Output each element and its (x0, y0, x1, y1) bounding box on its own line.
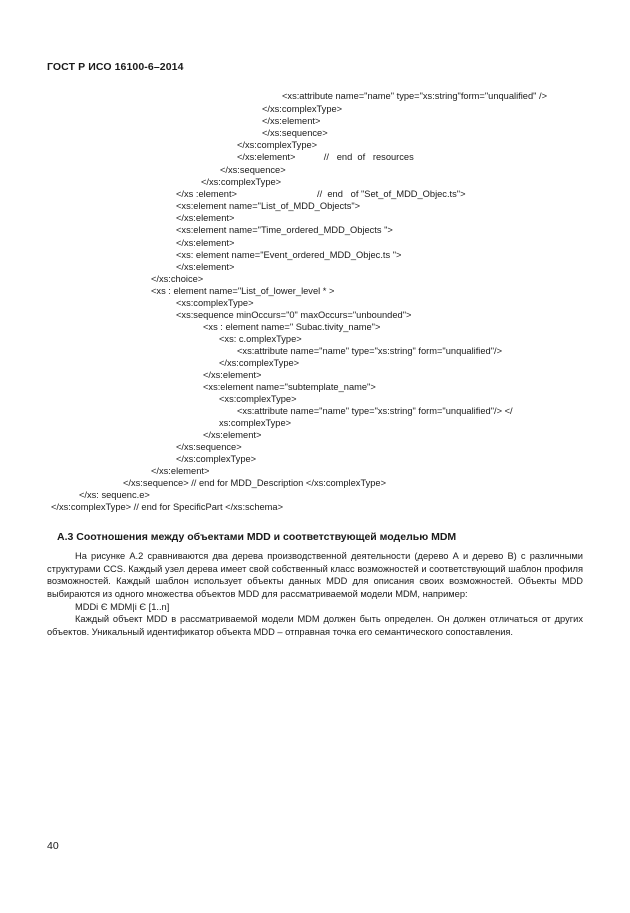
code-line: xs:complexType> (219, 418, 292, 428)
code-line: </xs:element> // end of resources (237, 152, 414, 162)
code-line: </xs:complexType> (201, 177, 282, 187)
code-line: <xs:attribute name="name" type="xs:string" form="unqualified"/> (237, 346, 503, 356)
code-line: <xs:complexType> (219, 394, 297, 404)
code-line: <xs:complexType> (176, 298, 254, 308)
code-line: <xs:element name="subtemplate_name"> (203, 382, 376, 392)
paragraph: Каждый объект MDD в рассматриваемой модели MDM должен быть определен. Он должен отличаться от других объектов. Уникальный идентификатор объекта MDD – отправная точка его семантического сопоставления. (47, 614, 583, 637)
formula: MDDi Є MDM|i Є [1..n] (75, 602, 170, 612)
code-line: </xs:sequence> (262, 128, 328, 138)
code-line: </xs :element> // end of "Set_of_MDD_Objec.ts"> (176, 189, 466, 199)
code-line: <xs: element name="Event_ordered_MDD_Objec.ts "> (176, 250, 402, 260)
code-line: </xs:element> (176, 238, 235, 248)
code-line: <xs:attribute name="name" type="xs:string"form="unqualified" /> (282, 91, 548, 101)
code-line: </xs:element> (176, 213, 235, 223)
code-line: </xs:element> (151, 466, 210, 476)
code-line: <xs : element name=" Subac.tivity_name"> (203, 322, 381, 332)
code-line: </xs:sequence> (220, 165, 286, 175)
paragraph: На рисунке А.2 сравниваются два дерева производственной деятельности (дерево А и дерево В) с различными структурами CCS. Каждый узел дерева имеет свой собственный класс возможностей и соответствующий шаблон профиля возможностей. Каждый шаблон использует объекты данных MDD для описания своих возможностей. Объекты MDD выбираются из одного множества объектов MDD для рассматриваемой модели MDM, например: (47, 551, 583, 599)
code-line: </xs:element> (176, 262, 235, 272)
code-line: </xs:complexType> (219, 358, 300, 368)
code-line: </xs:complexType> (262, 104, 343, 114)
code-line: </xs:complexType> (237, 140, 318, 150)
document-header: ГОСТ Р ИСО 16100-6–2014 (47, 61, 184, 73)
code-line: <xs: c.omplexType> (219, 334, 302, 344)
code-line: </xs:complexType> (176, 454, 257, 464)
code-line: </xs:complexType> // end for SpecificPart </xs:schema> (51, 502, 284, 512)
section-heading: А.3 Соотношения между объектами MDD и соответствующей моделью MDM (57, 531, 457, 543)
code-line: </xs:choice> (151, 274, 204, 284)
code-line: <xs : element name="List_of_lower_level * > (151, 286, 335, 296)
code-line: <xs:element name="Time_ordered_MDD_Objects "> (176, 225, 393, 235)
code-line: </xs:element> (203, 370, 262, 380)
code-line: <xs:attribute name="name" type="xs:string" form="unqualified"/> </ (237, 406, 513, 416)
code-line: </xs:element> (262, 116, 321, 126)
code-line: </xs:element> (203, 430, 262, 440)
code-line: </xs:sequence> (176, 442, 242, 452)
code-line: <xs:sequence minOccurs="0" maxOccurs="unbounded"> (176, 310, 412, 320)
code-line: </xs:sequence> // end for MDD_Description </xs:complexType> (123, 478, 387, 488)
code-line: <xs:element name="List_of_MDD_Objects"> (176, 201, 361, 211)
code-line: </xs: sequenc.e> (79, 490, 150, 500)
page-number: 40 (47, 840, 59, 852)
